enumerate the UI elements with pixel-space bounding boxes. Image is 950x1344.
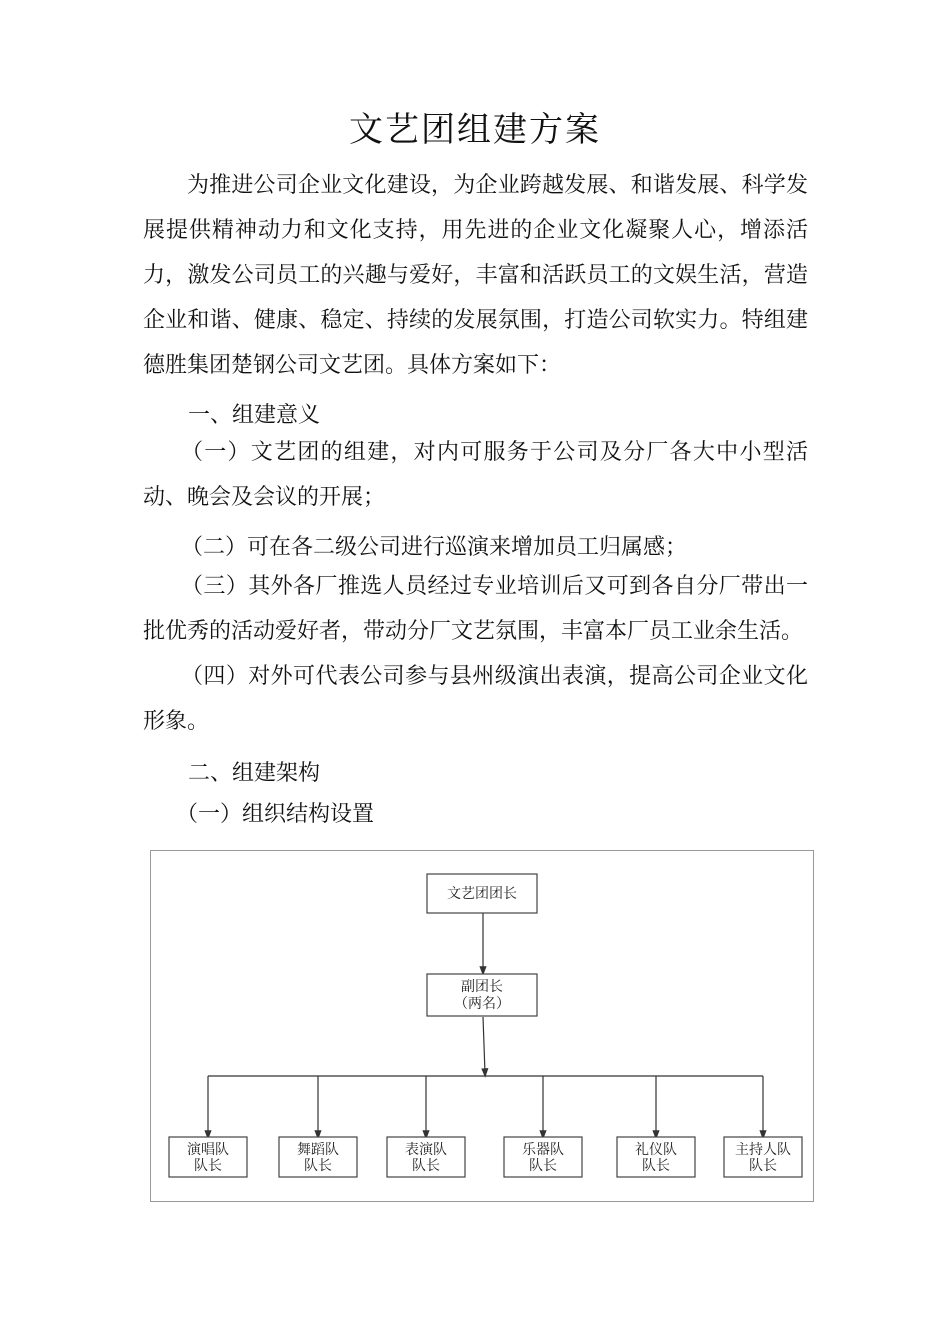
node-deputy-line1: 副团长 [461, 979, 503, 995]
leaf-4-line2: 队长 [529, 1158, 557, 1174]
org-chart-diagram [151, 851, 813, 1201]
intro-paragraph: 为推进公司企业文化建设，为企业跨越发展、和谐发展、科学发展提供精神动力和文化支持，用先进的企业文化凝聚人心，增添活力，激发公司员工的兴趣与爱好，丰富和活跃员工的文娱生活，营造企业和谐、健康、稳定、持续的发展氛围，打造公司软实力。特组建德胜集团楚钢公司文艺团。具体方案如下： [143, 173, 808, 378]
section1-item1: （一）文艺团的组建，对内可服务于公司及分厂各大中小型活动、晚会及会议的开展； [143, 440, 808, 510]
document-title: 文艺团组建方案 [349, 110, 601, 150]
connector-deputy-bus [483, 1017, 485, 1073]
leaf-6-line2: 队长 [749, 1158, 777, 1174]
leaf-2-line2: 队长 [304, 1158, 332, 1174]
section2-sub1: （一）组织结构设置 [176, 802, 375, 827]
leaf-3-line1: 表演队 [405, 1142, 447, 1158]
org-chart [150, 850, 814, 1202]
section1-item3: （三）其外各厂推选人员经过专业培训后又可到各自分厂带出一批优秀的活动爱好者，带动分厂文艺氛围，丰富本厂员工业余生活。 [143, 574, 808, 644]
section2-heading: 二、组建架构 [188, 761, 321, 786]
node-top-label: 文艺团团长 [447, 886, 517, 902]
section1-item4: （四）对外可代表公司参与县州级演出表演，提高公司企业文化形象。 [143, 664, 808, 734]
section1-heading: 一、组建意义 [188, 403, 321, 428]
leaf-5-line2: 队长 [642, 1158, 670, 1174]
leaf-1-line2: 队长 [194, 1158, 222, 1174]
leaf-4-line1: 乐器队 [522, 1142, 564, 1158]
leaf-2-line1: 舞蹈队 [297, 1142, 339, 1158]
leaf-1-line1: 演唱队 [187, 1142, 229, 1158]
node-deputy-line2: （两名） [454, 996, 510, 1012]
leaf-5-line1: 礼仪队 [635, 1142, 677, 1158]
leaf-6-line1: 主持人队 [735, 1142, 791, 1158]
section1-item2: （二）可在各二级公司进行巡演来增加员工归属感； [181, 535, 688, 560]
leaf-3-line2: 队长 [412, 1158, 440, 1174]
